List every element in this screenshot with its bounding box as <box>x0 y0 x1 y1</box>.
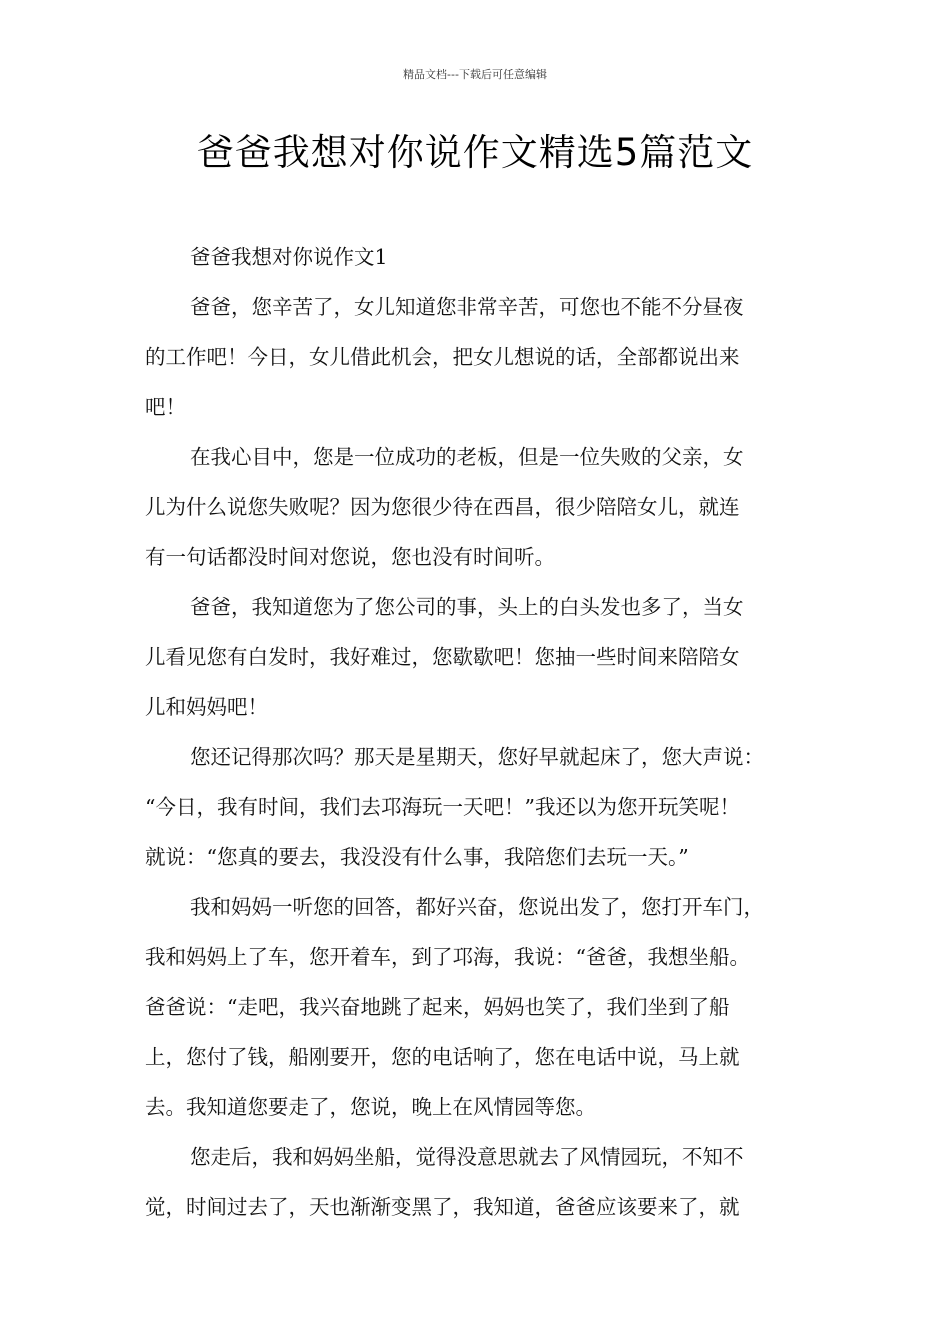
page-header: 精品文档---下载后可任意编辑 <box>403 68 547 81</box>
paragraph-line: 我和妈妈上了车，您开着车，到了邛海，我说：“爸爸，我想坐船。 <box>145 945 750 969</box>
document-body <box>145 232 825 1232</box>
paragraph-line: “今日，我有时间，我们去邛海玩一天吧！”我还以为您开玩笑呢！ <box>145 795 740 819</box>
paragraph-line: 上，您付了钱，船刚要开，您的电话响了，您在电话中说，马上就 <box>145 1045 740 1069</box>
paragraph-line: 您走后，我和妈妈坐船，觉得没意思就去了风情园玩，不知不 <box>190 1145 744 1169</box>
paragraph <box>145 582 825 732</box>
paragraph-line: 去。我知道您要走了，您说，晚上在风情园等您。 <box>145 1095 596 1119</box>
paragraph-line: 您还记得那次吗？那天是星期天，您好早就起床了，您大声说： <box>190 745 764 769</box>
paragraph-line: 儿和妈妈吧！ <box>145 695 268 719</box>
paragraph-line: 爸爸，我知道您为了您公司的事，头上的白头发也多了，当女 <box>190 595 744 619</box>
paragraph-line: 我和妈妈一听您的回答，都好兴奋，您说出发了，您打开车门， <box>190 895 764 919</box>
paragraph-line: 觉，时间过去了，天也渐渐变黑了，我知道，爸爸应该要来了，就 <box>145 1195 740 1219</box>
essay-subheading: 爸爸我想对你说作文1 <box>190 245 388 269</box>
paragraph-line: 在我心目中，您是一位成功的老板，但是一位失败的父亲，女 <box>190 445 744 469</box>
paragraph-line: 儿看见您有白发时，我好难过，您歇歇吧！您抽一些时间来陪陪女 <box>145 645 740 669</box>
paragraph-line: 爸爸，您辛苦了，女儿知道您非常辛苦，可您也不能不分昼夜 <box>190 295 744 319</box>
paragraph-line: 的工作吧！今日，女儿借此机会，把女儿想说的话，全部都说出来 <box>145 345 740 369</box>
paragraph-line: 爸爸说：“走吧，我兴奋地跳了起来，妈妈也笑了，我们坐到了船 <box>145 995 730 1019</box>
paragraph-line: 儿为什么说您失败呢？因为您很少待在西昌，很少陪陪女儿，就连 <box>145 495 740 519</box>
paragraph <box>145 282 825 432</box>
document-title: 爸爸我想对你说作文精选5篇范文 <box>196 131 754 174</box>
paragraph <box>145 432 825 582</box>
paragraph <box>145 1132 825 1232</box>
paragraph-line: 有一句话都没时间对您说，您也没有时间听。 <box>145 545 555 569</box>
paragraph <box>145 732 825 882</box>
paragraph <box>145 882 825 1132</box>
paragraph-line: 吧！ <box>145 395 186 419</box>
paragraph-line: 就说：“您真的要去，我没没有什么事，我陪您们去玩一天。” <box>145 845 689 869</box>
